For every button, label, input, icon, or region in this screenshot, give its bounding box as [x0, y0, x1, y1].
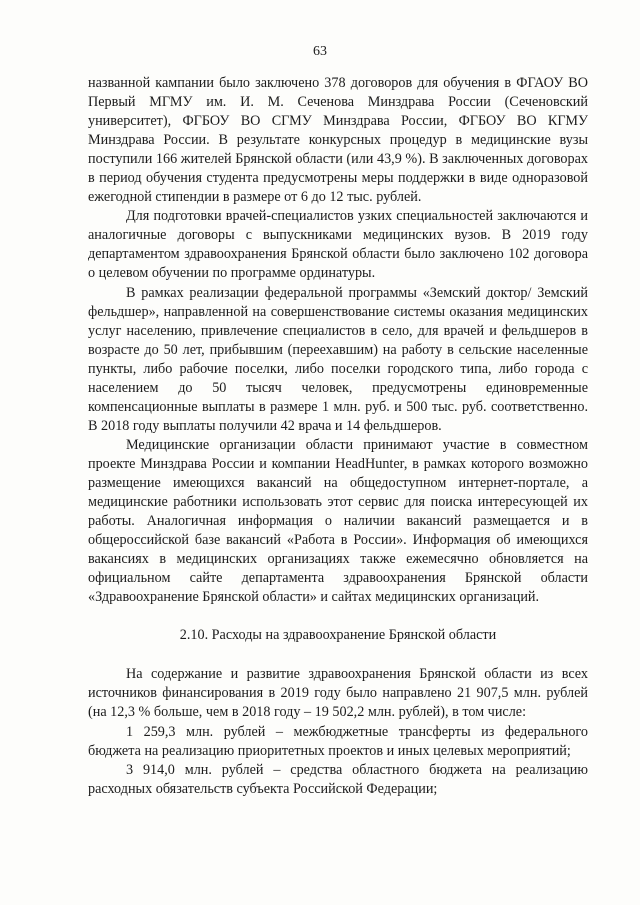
page-number: 63: [313, 44, 327, 59]
paragraph-residency-contracts: Для подготовки врачей-специалистов узких специальностей заключаются и аналогичные договоры с выпускниками медицинских вузов. В 2019 году департаментом здравоохранения Брянской области было заключено 102 договора о целевом обучении по программе ординатуры.: [88, 208, 588, 282]
document-body: [88, 74, 588, 799]
paragraph-expenses: На содержание и развитие здравоохранения Брянской области из всех источников финансирования в 2019 году было направлено 21 907,5 млн. рублей (на 12,3 % больше, чем в 2018 году – 19 502,2 млн. рублей), в том числе:: [88, 666, 588, 721]
section-heading: 2.10. Расходы на здравоохранение Брянской области: [179, 627, 497, 644]
paragraph-zemsky-program: В рамках реализации федеральной программы «Земский доктор/ Земский фельдшер», направленной на совершенствование системы оказания медицинских услуг населению, привлечение специалистов в село, для врачей и фельдшеров в возрасте до 50 лет, прибывшим (переехавшим) на работу в сельские населенные пункты, либо рабочие поселки, либо поселки городского типа, либо города с населением до 50 тысяч человек, предусмотрены единовременные компенсационные выплаты в размере 1 млн. руб. и 500 тыс. руб. соответственно. В 2018 году выплаты получили 42 врача и 14 фельдшеров.: [88, 284, 588, 434]
list-item-federal-transfers: 1 259,3 млн. рублей – межбюджетные трансферты из федерального бюджета на реализацию приоритетных проектов и иных целевых мероприятий;: [88, 723, 588, 759]
list-item-regional-budget: 3 914,0 млн. рублей – средства областного бюджета на реализацию расходных обязательств субъекта Российской Федерации;: [88, 761, 588, 797]
paragraph-headhunter-project: Медицинские организации области принимают участие в совместном проекте Минздрава России и компании HeadHunter, в рамках которого возможно размещение имеющихся вакансий на общедоступном интернет-портале, а медицинские работники использовать этот сервис для поиска интересующей их работы. Аналогичная информация о наличии вакансий размещается и в общероссийской базе вакансий «Работа в России». Информация об имеющихся вакансиях в медицинских организациях также ежемесячно обновляется на официальном сайте департамента здравоохранения Брянской области «Здравоохранение Брянской области» и сайтах медицинских организаций.: [88, 436, 588, 606]
paragraph-contracts: названной кампании было заключено 378 договоров для обучения в ФГАОУ ВО Первый МГМУ им. И. М. Сеченова Минздрава России (Сеченовский университет), ФГБОУ ВО СГМУ Минздрава России, ФГБОУ ВО КГМУ Минздрава России. В результате конкурсных процедур в медицинские вузы поступили 166 жителей Брянской области (или 43,9 %). В заключенных договорах в период обучения студента предусмотрены меры поддержки в виде одноразовой ежегодной стипендии в размере от 6 до 12 тыс. рублей.: [88, 75, 588, 206]
